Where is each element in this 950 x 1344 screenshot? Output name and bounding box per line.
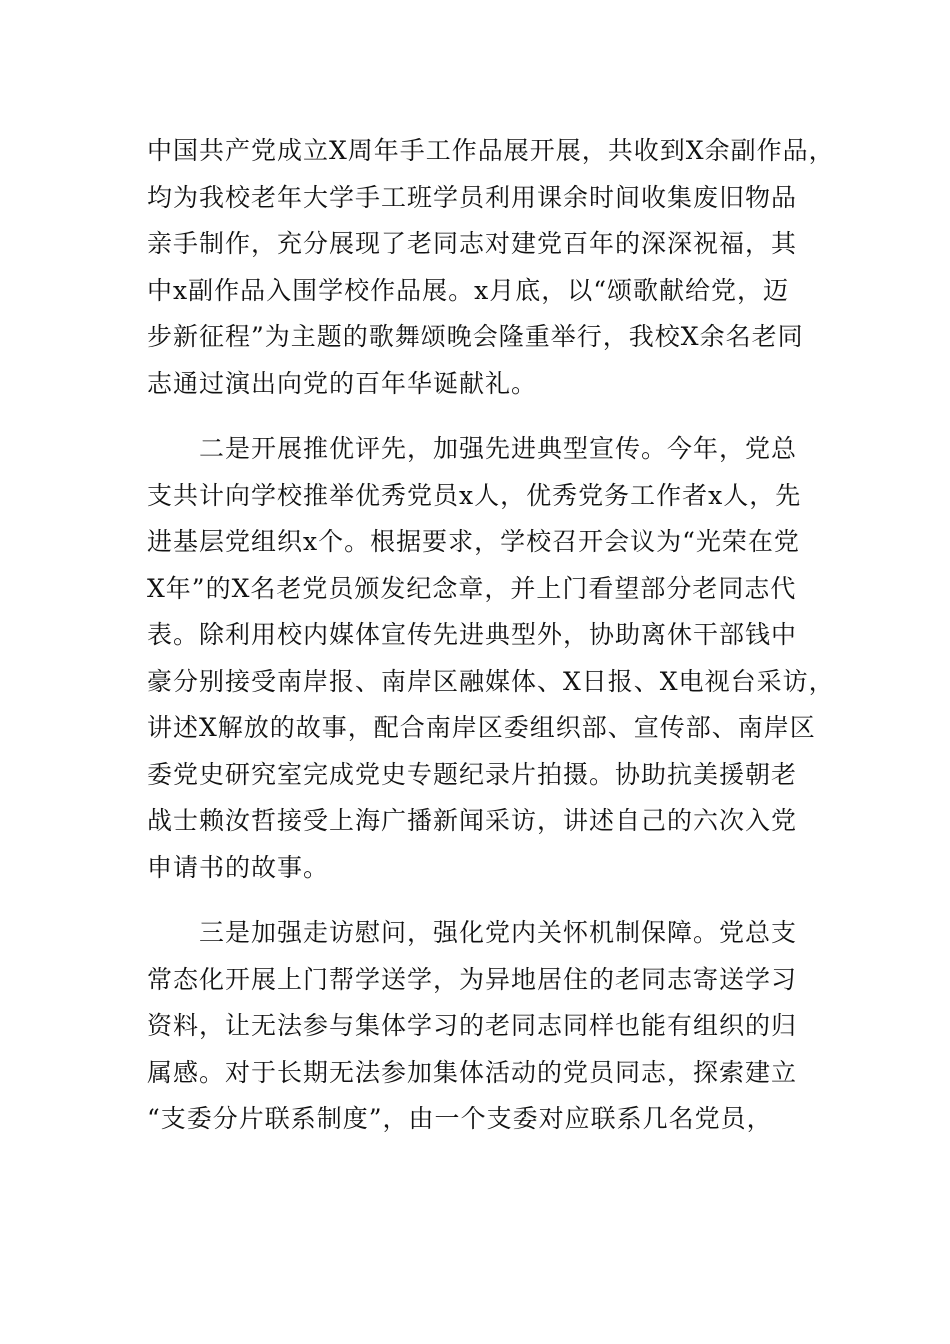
paragraph-1 <box>147 128 847 407</box>
text-line: X年”的X名老党员颁发纪念章，并上门看望部分老同志代 <box>147 573 797 603</box>
text-line: 常态化开展上门帮学送学，为异地居住的老同志寄送学习 <box>147 964 798 994</box>
text-line: 二是开展推优评先，加强先进典型宣传。今年，党总 <box>199 434 798 463</box>
text-line: “支委分片联系制度”，由一个支委对应联系几名党员， <box>147 1104 773 1133</box>
text-line: 进基层党组织x个。根据要求，学校召开会议为“光荣在党 <box>147 527 800 556</box>
text-line: 豪分别接受南岸报、南岸区融媒体、X日报、X电视台采访， <box>147 666 835 696</box>
text-line: 三是加强走访慰问，强化党内关怀机制保障。党总支 <box>199 918 798 947</box>
text-line: 均为我校老年大学手工班学员利用课余时间收集废旧物品 <box>147 182 798 212</box>
text-line: 支共计向学校推举优秀党员x人，优秀党务工作者x人，先 <box>147 480 802 510</box>
text-line: 资料，让无法参与集体学习的老同志同样也能有组织的归 <box>147 1011 798 1040</box>
text-line: 中x副作品入围学校作品展。x月底，以“颂歌献给党，迈 <box>147 275 789 305</box>
text-line: 讲述X解放的故事，配合南岸区委组织部、宣传部、南岸区 <box>147 713 816 742</box>
text-line: 中国共产党成立X周年手工作品展开展，共收到X余副作品， <box>147 136 835 165</box>
text-line: 步新征程”为主题的歌舞颂晚会隆重举行，我校X余名老同 <box>147 322 804 351</box>
text-line: 战士赖汝哲接受上海广播新闻采访，讲述自己的六次入党 <box>147 806 798 835</box>
text-line: 亲手制作，充分展现了老同志对建党百年的深深祝福，其 <box>147 229 798 258</box>
text-line: 属感。对于长期无法参加集体活动的党员同志，探索建立 <box>147 1057 798 1087</box>
paragraph-2 <box>147 426 847 891</box>
text-line: 申请书的故事。 <box>147 852 330 882</box>
text-line: 表。除利用校内媒体宣传先进典型外，协助离休干部钱中 <box>147 620 798 649</box>
document-body <box>147 128 847 1162</box>
text-line: 委党史研究室完成党史专题纪录片拍摄。协助抗美援朝老 <box>147 759 798 789</box>
text-line: 志通过演出向党的百年华诞献礼。 <box>147 368 538 398</box>
paragraph-3 <box>147 910 847 1143</box>
